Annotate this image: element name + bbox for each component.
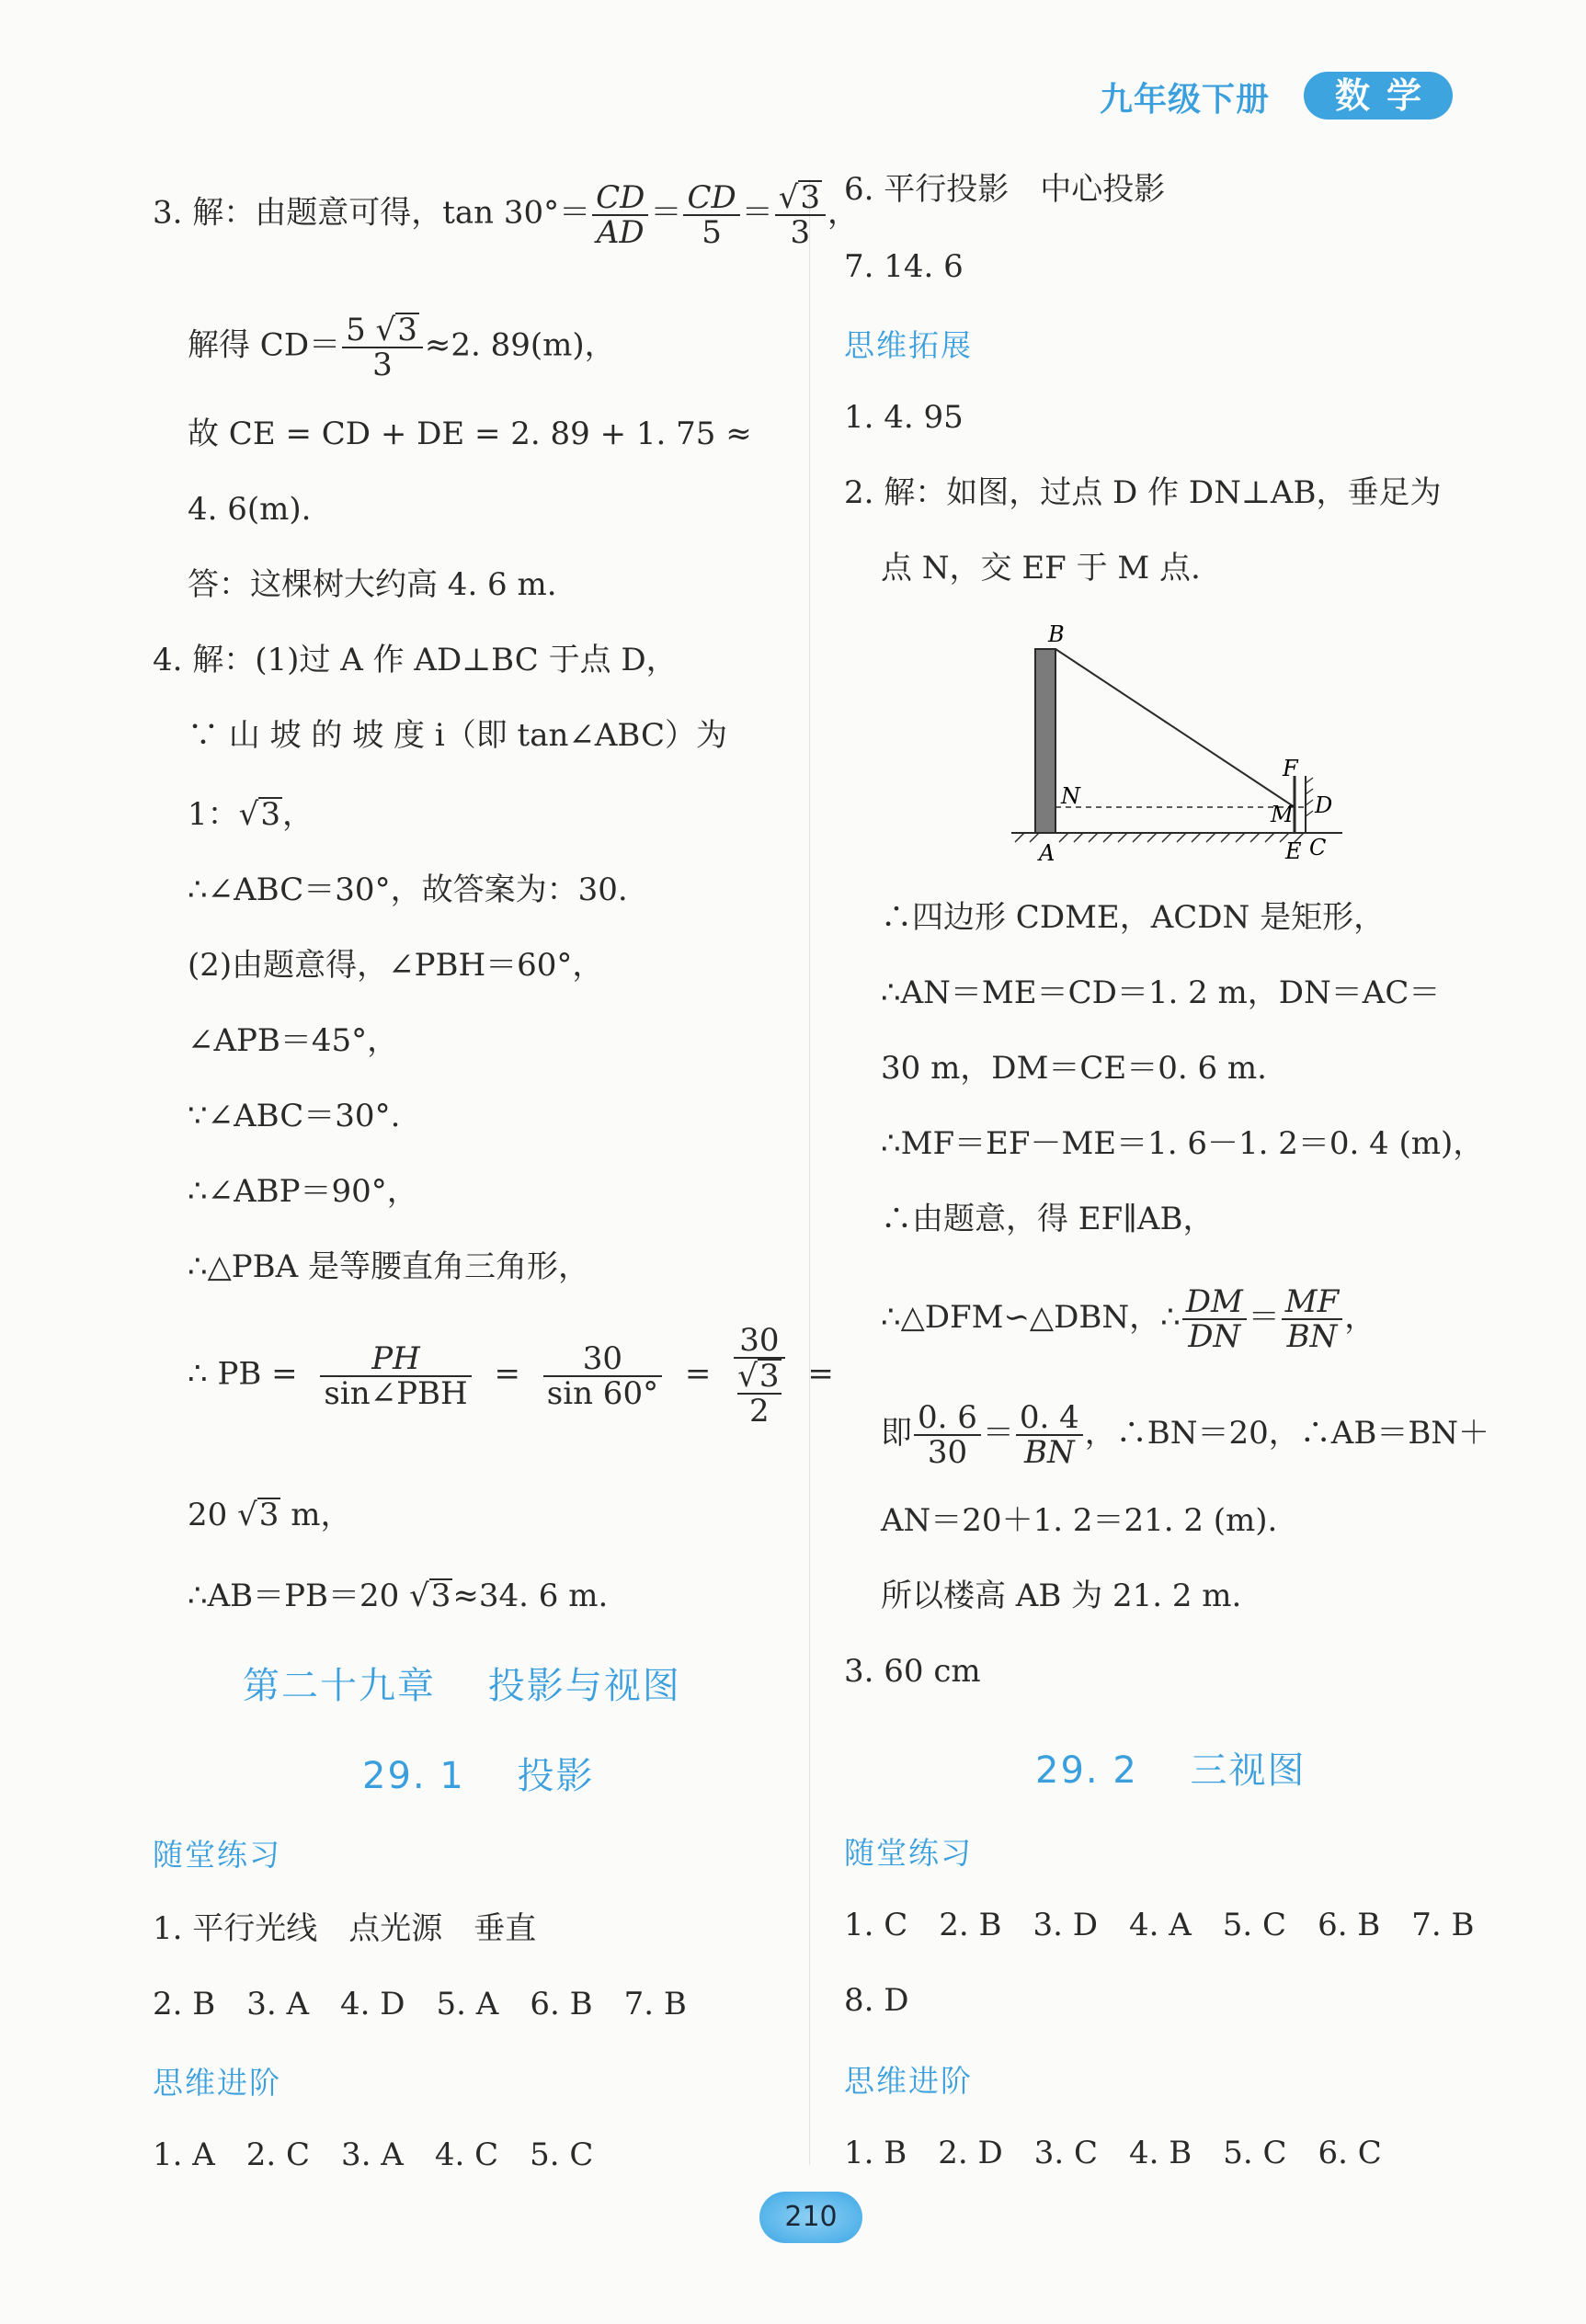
q4-line8: ∴∠ABP＝90°， <box>188 1173 418 1210</box>
left-advanced-label: 思维进阶 <box>153 2065 281 2101</box>
expand-2-line1: 2. 解：如图，过点 D 作 DN⊥AB，垂足为 <box>844 474 1442 511</box>
q4-line11: 20 √3 m， <box>188 1497 352 1533</box>
left-practice-1: 1. 平行光线 点光源 垂直 <box>153 1910 537 1947</box>
left-advanced-1: 1. A 2. C 3. A 4. C 5. C <box>153 2136 594 2173</box>
sight-line <box>1055 649 1295 807</box>
expand-2-line11: 所以楼高 AB 为 21. 2 m. <box>881 1578 1242 1614</box>
label-a: A <box>1039 840 1055 866</box>
page-number: 210 <box>759 2192 862 2243</box>
right-practice-1: 1. C 2. B 3. D 4. A 5. C 6. B 7. B <box>844 1907 1475 1943</box>
q4-line12: ∴AB＝PB＝20 √3≈34. 6 m. <box>188 1578 609 1614</box>
q4-line3: 1：√3， <box>188 796 314 833</box>
r-q6: 6. 平行投影 中心投影 <box>844 171 1166 208</box>
label-d: D <box>1315 792 1333 818</box>
right-practice-label: 随堂练习 <box>844 1835 973 1871</box>
q3-line1: 3. 解：由题意可得，tan 30°＝ $\frac{CD}{AD}$ ＝ $\frac{CD}{5}$ ＝ $\frac{√3}{3}$ ， <box>153 178 860 251</box>
expand-3: 3. 60 cm <box>844 1653 981 1690</box>
expand-2-line5: 30 m，DM＝CE＝0. 6 m. <box>881 1050 1267 1087</box>
chapter-title: 第二十九章 投影与视图 <box>243 1665 681 1707</box>
right-practice-2: 8. D <box>844 1982 909 2019</box>
expand-2-line3: ∴四边形 CDME，ACDN 是矩形， <box>881 899 1386 936</box>
ground-hatching <box>1015 833 1304 842</box>
section-29-2-title: 29. 2 三视图 <box>1035 1749 1306 1792</box>
label-n: N <box>1061 783 1080 809</box>
expand-2-line6: ∴MF＝EF－ME＝1. 6－1. 2＝0. 4 (m)， <box>881 1125 1485 1162</box>
q4-line6: ∠APB＝45°， <box>188 1022 399 1059</box>
expand-2-line10: AN＝20＋1. 2＝21. 2 (m). <box>881 1502 1278 1539</box>
r-q7: 7. 14. 6 <box>844 248 964 285</box>
section-29-1-title: 29. 1 投影 <box>362 1755 595 1797</box>
person-hatching <box>1306 778 1313 816</box>
left-practice-label: 随堂练习 <box>153 1837 281 1873</box>
building-diagram <box>1002 614 1352 872</box>
header-grade: 九年级下册 <box>1100 80 1271 119</box>
q4-line5: (2)由题意得，∠PBH＝60°， <box>188 947 604 984</box>
q4-line7: ∵∠ABC＝30°. <box>188 1098 401 1134</box>
q3-line4: 4. 6(m). <box>188 491 312 528</box>
label-m: M <box>1271 802 1294 827</box>
q3-line3: 故 CE = CD + DE = 2. 89 + 1. 75 ≈ <box>188 416 752 452</box>
expand-2-line2: 点 N，交 EF 于 M 点. <box>881 550 1201 587</box>
q3-line2: 解得 CD＝ $\frac{5 √3}{3}$ ≈2. 89(m)， <box>188 312 616 383</box>
right-advanced-label: 思维进阶 <box>844 2063 973 2099</box>
expand-2-line9: 即 $\frac{0. 6}{30}$ ＝ $\frac{0. 4}{BN}$ ，∴BN＝20，∴AB＝BN＋ <box>881 1399 1490 1471</box>
column-divider <box>809 179 810 2165</box>
subject-badge: 数学 <box>1304 72 1453 120</box>
q4-line2: ∵ 山 坡 的 坡 度 i（即 tan∠ABC）为 <box>188 717 728 754</box>
expand-1: 1. 4. 95 <box>844 399 964 436</box>
label-e: E <box>1285 838 1302 864</box>
left-practice-2: 2. B 3. A 4. D 5. A 6. B 7. B <box>153 1986 687 2022</box>
label-b: B <box>1048 621 1065 647</box>
building-wall <box>1035 649 1055 833</box>
expand-2-line7: ∴由题意，得 EF∥AB， <box>881 1201 1215 1237</box>
q4-line9: ∴△PBA 是等腰直角三角形， <box>188 1248 590 1285</box>
q4-pb-equation: ∴ PB = $\frac{PH}{\text{sin∠PBH}}$ = $\frac{30}{\sin 60^\circ}$ = 30 √3 2 = <box>188 1322 834 1430</box>
q3-answer: 答：这棵树大约高 4. 6 m. <box>188 566 557 603</box>
right-advanced-1: 1. B 2. D 3. C 4. B 5. C 6. C <box>844 2135 1382 2171</box>
label-c: C <box>1309 835 1327 860</box>
expand-2-line4: ∴AN＝ME＝CD＝1. 2 m，DN＝AC＝ <box>881 974 1441 1011</box>
expand-label: 思维拓展 <box>844 327 973 363</box>
q4-line1: 4. 解：(1)过 A 作 AD⊥BC 于点 D， <box>153 642 678 678</box>
label-f: F <box>1283 756 1298 781</box>
q4-line4: ∴∠ABC＝30°，故答案为：30. <box>188 872 628 908</box>
expand-2-line8: ∴△DFM∽△DBN，∴ $\frac{DM}{DN}$ ＝ $\frac{MF}{BN}$ ， <box>881 1283 1376 1355</box>
